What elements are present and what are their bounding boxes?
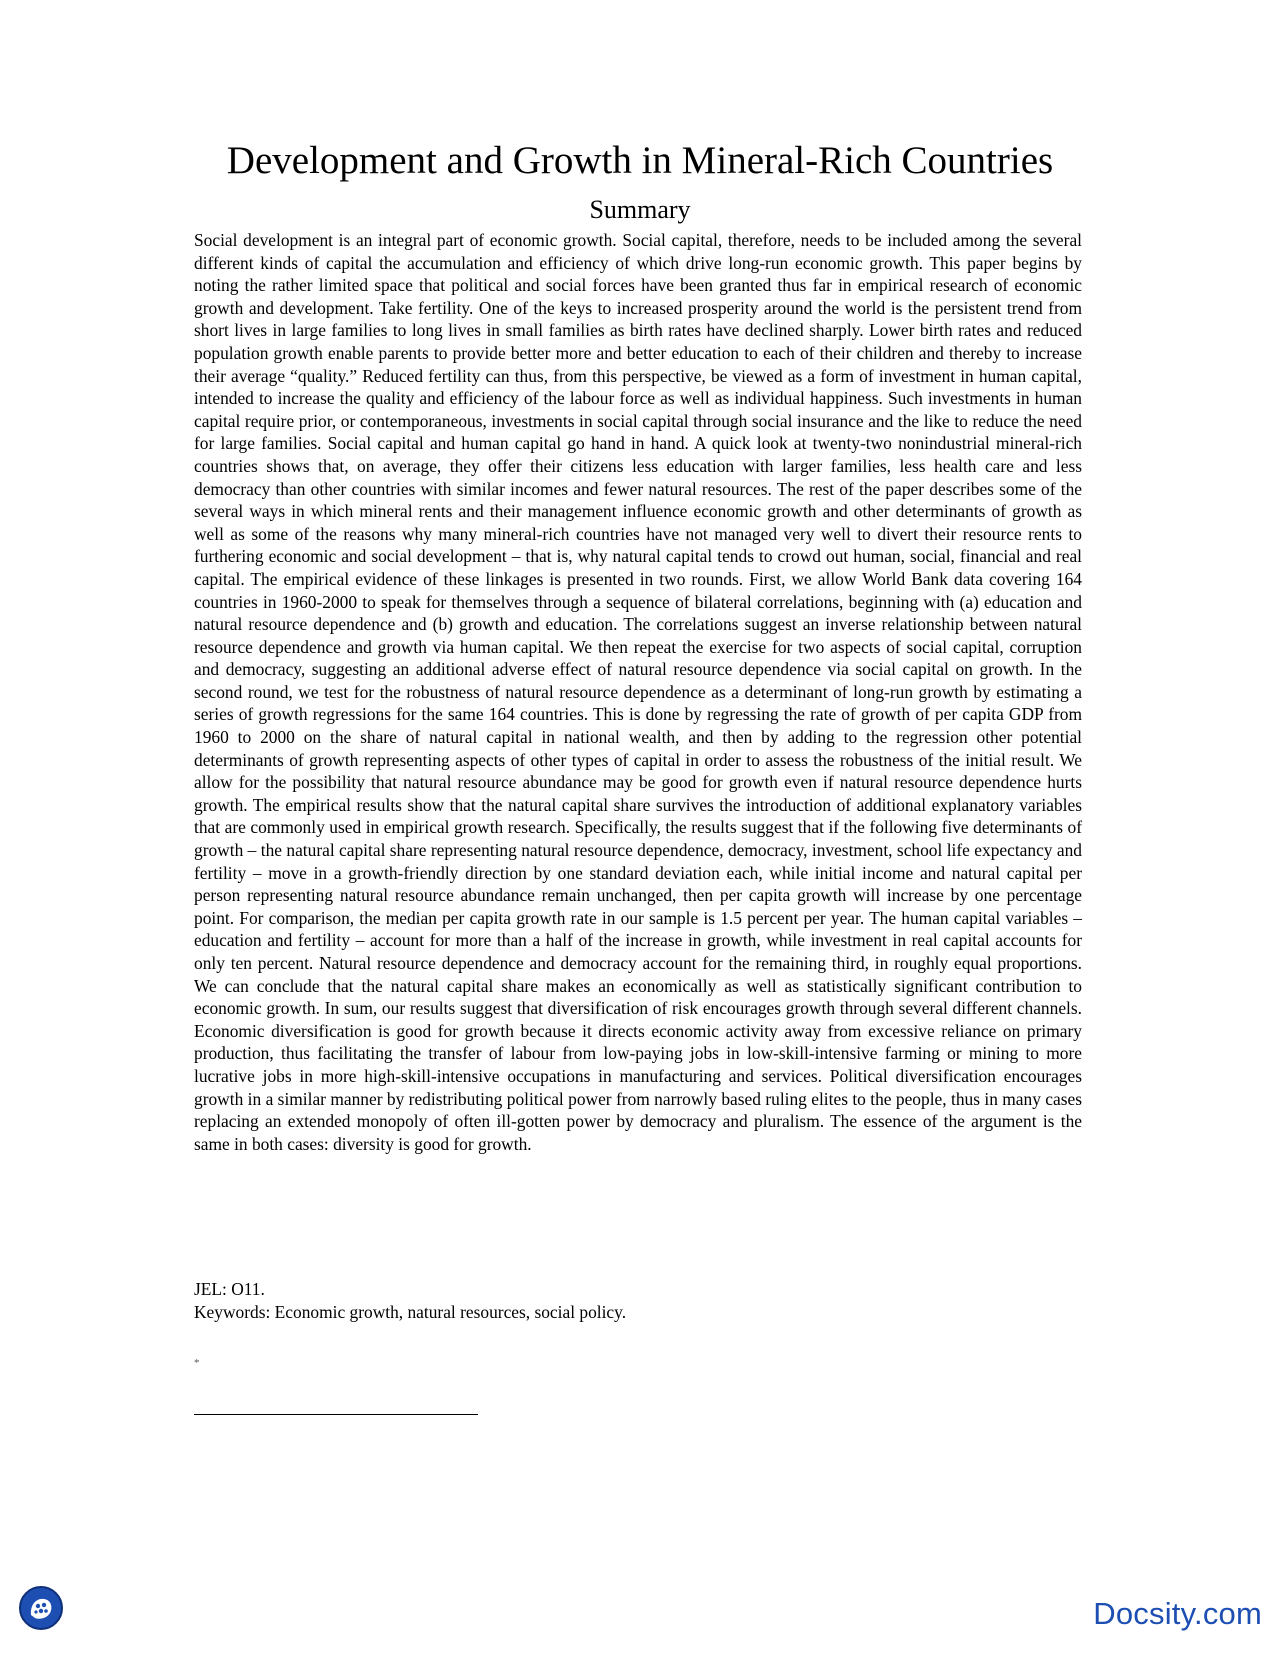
docsity-brand-link[interactable]: Docsity.com bbox=[1093, 1596, 1262, 1631]
document-title: Development and Growth in Mineral-Rich Countries bbox=[226, 139, 1054, 182]
jel-code: JEL: O11. bbox=[194, 1279, 265, 1299]
footnote-marker: * bbox=[194, 1357, 200, 1369]
footnote-rule bbox=[194, 1414, 478, 1415]
abstract-paragraph: Social development is an integral part of economic growth. Social capital, therefore, needs to be included among the several different kinds of capital the accumulation and efficiency of which drive long-run economic growth. This paper begins by noting the rather limited space that political and social forces have been granted thus far in empirical research of economic growth and development. Take fertility. One of the keys to increased prosperity around the world is the persistent trend from short lives in large families to long lives in small families as birth rates have declined sharply. Lower birth rates and reduced population growth enable parents to provide better more and better education to each of their children and thereby to increase their average “quality.” Reduced fertility can thus, from this perspective, be viewed as a form of investment in human capital, intended to increase the quality and efficiency of the labour force as well as individual happiness. Such investments in human capital require prior, or contemporaneous, investments in social capital through social insurance and the like to reduce the need for large families. Social capital and human capital go hand in hand. A quick look at twenty-two nonindustrial mineral-rich countries shows that, on average, they offer their citizens less education with larger families, less health care and less democracy than other countries with similar incomes and fewer natural resources. The rest of the paper describes some of the several ways in which mineral rents and their management influence economic growth and other determinants of growth as well as some of the reasons why many mineral-rich countries have not managed very well to divert their resource rents to furthering economic and social development – that is, why natural capital tends to crowd out human, social, financial and real capital. The empirical evidence of these linkages is presented in two rounds. First, we allow World Bank data covering 164 countries in 1960-2000 to speak for themselves through a sequence of bilateral correlations, beginning with (a) education and natural resource dependence and (b) growth and education. The correlations suggest an inverse relationship between natural resource dependence and growth via human capital. We then repeat the exercise for two aspects of social capital, corruption and democracy, suggesting an additional adverse effect of natural resource dependence via social capital on growth. In the second round, we test for the robustness of natural resource dependence as a determinant of long-run growth by estimating a series of growth regressions for the same 164 countries. This is done by regressing the rate of growth of per capita GDP from 1960 to 2000 on the share of natural capital in national wealth, and then by adding to the regression other potential determinants of growth representing aspects of other types of capital in order to assess the robustness of the initial result. We allow for the possibility that natural resource abundance may be good for growth even if natural resource dependence hurts growth. The empirical results show that the natural capital share survives the introduction of additional explanatory variables that are commonly used in empirical growth research. Specifically, the results suggest that if the following five determinants of growth – the natural capital share representing natural resource dependence, democracy, investment, school life expectancy and fertility – move in a growth-friendly direction by one standard deviation each, while initial income and natural capital per person representing natural resource abundance remain unchanged, then per capita growth will increase by one percentage point. For comparison, the median per capita growth rate in our sample is 1.5 percent per year. The human capital variables – education and fertility – account for more than a half of the increase in growth, while investment in real capital accounts for only ten percent. Natural resource dependence and democracy account for the remaining third, in roughly equal proportions. We can conclude that the natural capital share makes an economically as well as statistically significant contribution to economic growth. In sum, our results suggest that diversification of risk encourages growth through several different channels. Economic diversification is good for growth because it directs economic activity away from excessive reliance on primary production, thus facilitating the transfer of labour from low-paying jobs in low-skill-intensive farming or mining to more lucrative jobs in more high-skill-intensive occupations in manufacturing and services. Political diversification encourages growth in a similar manner by redistributing political power from narrowly based ruling elites to the people, thus in many cases replacing an extended monopoly of often ill-gotten power by democracy and pluralism. The essence of the argument is the same in both cases: diversity is good for growth. bbox=[194, 230, 1082, 1154]
keywords: Keywords: Economic growth, natural resources, social policy. bbox=[194, 1302, 627, 1322]
section-heading: Summary bbox=[589, 195, 691, 224]
docsity-logo-icon[interactable] bbox=[18, 1585, 64, 1631]
